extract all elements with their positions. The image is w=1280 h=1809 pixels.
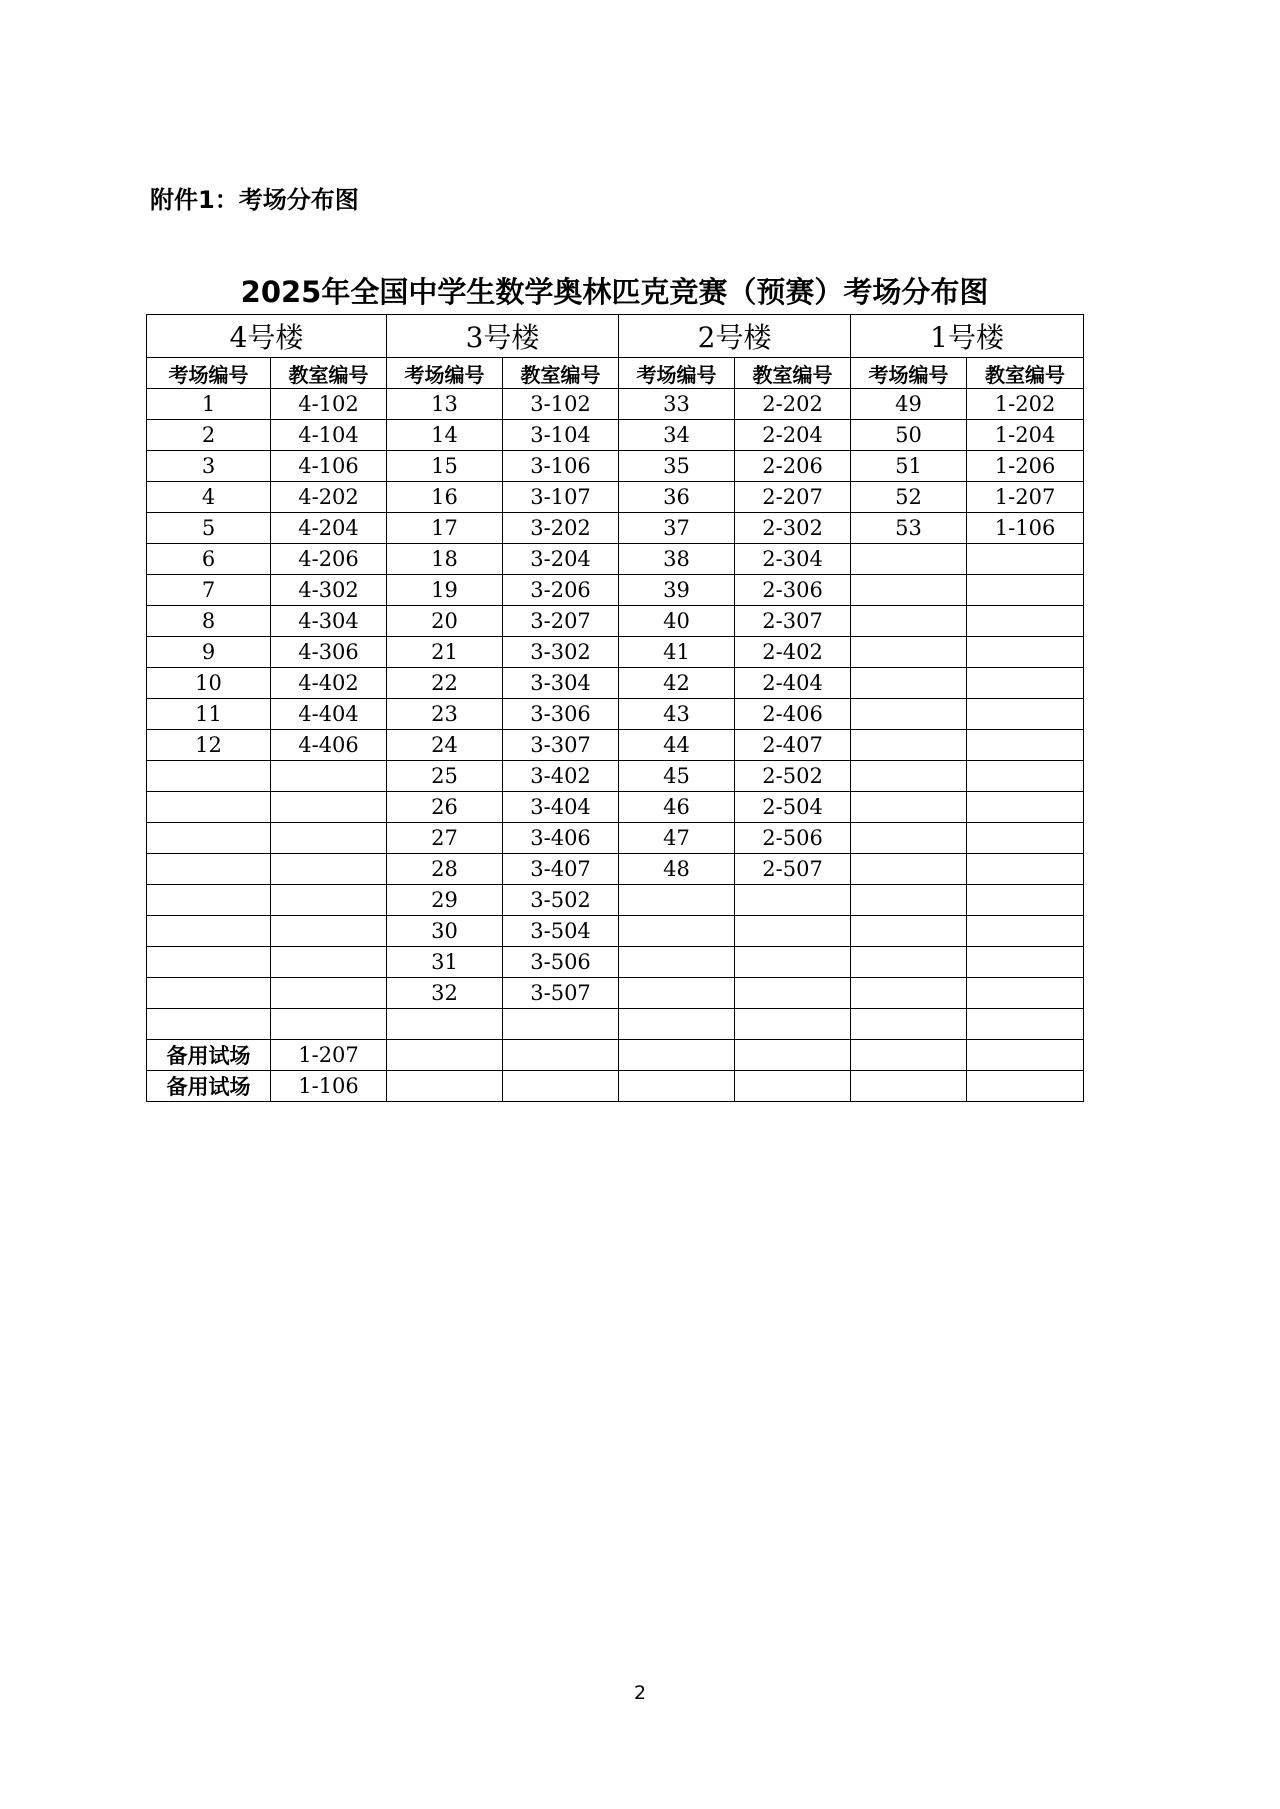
- classroom-number-cell: [967, 854, 1084, 885]
- room-number-cell: [619, 1040, 735, 1071]
- table-row: [147, 575, 1084, 606]
- room-number-cell: [619, 1009, 735, 1040]
- classroom-number-cell: [967, 792, 1084, 823]
- spare-room-label: 备用试场: [147, 1071, 271, 1102]
- room-number-cell: 27: [387, 823, 503, 854]
- room-number-cell: 37: [619, 513, 735, 544]
- classroom-number-cell: [967, 544, 1084, 575]
- room-number-cell: [851, 1009, 967, 1040]
- room-number-cell: 33: [619, 389, 735, 420]
- classroom-number-cell: 3-107: [503, 482, 619, 513]
- classroom-number-cell: 4-406: [271, 730, 387, 761]
- room-number-cell: [387, 1009, 503, 1040]
- room-number-cell: 6: [147, 544, 271, 575]
- classroom-number-cell: [271, 885, 387, 916]
- classroom-number-cell: 4-204: [271, 513, 387, 544]
- room-number-cell: [619, 885, 735, 916]
- room-number-cell: 51: [851, 451, 967, 482]
- table-row: [147, 637, 1084, 668]
- exam-room-table: [146, 314, 1084, 1102]
- room-number-cell: [147, 761, 271, 792]
- classroom-number-cell: 2-306: [735, 575, 851, 606]
- room-number-cell: [851, 606, 967, 637]
- classroom-number-cell: [735, 885, 851, 916]
- room-number-cell: 22: [387, 668, 503, 699]
- attachment-label: 附件1：考场分布图: [150, 186, 359, 214]
- room-number-cell: 26: [387, 792, 503, 823]
- room-number-cell: 15: [387, 451, 503, 482]
- classroom-number-cell: [503, 1071, 619, 1102]
- room-number-cell: [851, 916, 967, 947]
- room-number-cell: 41: [619, 637, 735, 668]
- room-number-cell: [851, 668, 967, 699]
- classroom-number-cell: 3-407: [503, 854, 619, 885]
- room-number-cell: 31: [387, 947, 503, 978]
- classroom-number-cell: 3-502: [503, 885, 619, 916]
- column-header-room-no: 考场编号: [147, 358, 271, 389]
- classroom-number-cell: [271, 1009, 387, 1040]
- building-4-header: 4号楼: [147, 315, 387, 358]
- room-number-cell: [147, 823, 271, 854]
- room-number-cell: 25: [387, 761, 503, 792]
- classroom-number-cell: 3-104: [503, 420, 619, 451]
- classroom-number-cell: 3-202: [503, 513, 619, 544]
- column-header-room-no: 考场编号: [387, 358, 503, 389]
- room-number-cell: [851, 1071, 967, 1102]
- room-number-cell: [851, 885, 967, 916]
- room-number-cell: 29: [387, 885, 503, 916]
- room-number-cell: 49: [851, 389, 967, 420]
- room-number-cell: [851, 730, 967, 761]
- room-number-cell: 19: [387, 575, 503, 606]
- classroom-number-cell: [503, 1040, 619, 1071]
- classroom-number-cell: [967, 1071, 1084, 1102]
- room-number-cell: 24: [387, 730, 503, 761]
- room-number-cell: 35: [619, 451, 735, 482]
- classroom-number-cell: 4-302: [271, 575, 387, 606]
- table-row: [147, 389, 1084, 420]
- classroom-number-cell: [271, 916, 387, 947]
- room-number-cell: [619, 1071, 735, 1102]
- classroom-number-cell: 4-402: [271, 668, 387, 699]
- room-number-cell: 10: [147, 668, 271, 699]
- room-number-cell: [147, 978, 271, 1009]
- table-row: [147, 947, 1084, 978]
- classroom-number-cell: 4-106: [271, 451, 387, 482]
- room-number-cell: 13: [387, 389, 503, 420]
- classroom-number-cell: 4-306: [271, 637, 387, 668]
- room-number-cell: 40: [619, 606, 735, 637]
- classroom-number-cell: 3-306: [503, 699, 619, 730]
- classroom-number-cell: 3-307: [503, 730, 619, 761]
- classroom-number-cell: 2-204: [735, 420, 851, 451]
- table-row: [147, 761, 1084, 792]
- classroom-number-cell: [967, 978, 1084, 1009]
- classroom-number-cell: 2-504: [735, 792, 851, 823]
- table-row: [147, 1009, 1084, 1040]
- room-number-cell: [851, 761, 967, 792]
- table-row: [147, 606, 1084, 637]
- room-number-cell: [851, 947, 967, 978]
- classroom-number-cell: [967, 637, 1084, 668]
- classroom-number-cell: 2-307: [735, 606, 851, 637]
- classroom-number-cell: 1-204: [967, 420, 1084, 451]
- classroom-number-cell: [967, 668, 1084, 699]
- classroom-number-cell: [967, 1009, 1084, 1040]
- building-2-header: 2号楼: [619, 315, 851, 358]
- room-number-cell: 52: [851, 482, 967, 513]
- classroom-number-cell: [967, 575, 1084, 606]
- room-number-cell: [147, 1009, 271, 1040]
- room-number-cell: [851, 792, 967, 823]
- classroom-number-cell: 4-206: [271, 544, 387, 575]
- classroom-number-cell: 2-506: [735, 823, 851, 854]
- building-1-header: 1号楼: [851, 315, 1084, 358]
- room-number-cell: 12: [147, 730, 271, 761]
- room-number-cell: 5: [147, 513, 271, 544]
- classroom-number-cell: [967, 606, 1084, 637]
- classroom-number-cell: 2-202: [735, 389, 851, 420]
- classroom-number-cell: 3-106: [503, 451, 619, 482]
- classroom-number-cell: [735, 978, 851, 1009]
- column-header-classroom-no: 教室编号: [503, 358, 619, 389]
- room-number-cell: 48: [619, 854, 735, 885]
- classroom-number-cell: 3-507: [503, 978, 619, 1009]
- room-number-cell: 42: [619, 668, 735, 699]
- column-header-classroom-no: 教室编号: [271, 358, 387, 389]
- classroom-number-cell: 2-206: [735, 451, 851, 482]
- classroom-number-cell: [967, 1040, 1084, 1071]
- room-number-cell: 9: [147, 637, 271, 668]
- room-number-cell: 18: [387, 544, 503, 575]
- classroom-number-cell: 4-304: [271, 606, 387, 637]
- classroom-number-cell: 3-204: [503, 544, 619, 575]
- room-number-cell: [387, 1071, 503, 1102]
- classroom-number-cell: 1-202: [967, 389, 1084, 420]
- classroom-number-cell: 2-304: [735, 544, 851, 575]
- classroom-number-cell: [735, 1009, 851, 1040]
- room-number-cell: [851, 823, 967, 854]
- classroom-number-cell: [967, 761, 1084, 792]
- table-row: [147, 730, 1084, 761]
- room-number-cell: [619, 916, 735, 947]
- room-number-cell: 38: [619, 544, 735, 575]
- room-number-cell: 3: [147, 451, 271, 482]
- table-row: [147, 1040, 1084, 1071]
- room-number-cell: 14: [387, 420, 503, 451]
- room-number-cell: 30: [387, 916, 503, 947]
- classroom-number-cell: 4-102: [271, 389, 387, 420]
- room-number-cell: [851, 854, 967, 885]
- classroom-number-cell: 3-302: [503, 637, 619, 668]
- classroom-number-cell: [271, 978, 387, 1009]
- column-header-room-no: 考场编号: [619, 358, 735, 389]
- classroom-number-cell: 2-507: [735, 854, 851, 885]
- room-number-cell: [147, 885, 271, 916]
- room-number-cell: 23: [387, 699, 503, 730]
- table-row: [147, 513, 1084, 544]
- table-row: [147, 792, 1084, 823]
- classroom-number-cell: 1-207: [271, 1040, 387, 1071]
- room-number-cell: 43: [619, 699, 735, 730]
- classroom-number-cell: 3-402: [503, 761, 619, 792]
- classroom-number-cell: 3-506: [503, 947, 619, 978]
- classroom-number-cell: [735, 916, 851, 947]
- room-number-cell: 53: [851, 513, 967, 544]
- room-number-cell: [851, 978, 967, 1009]
- classroom-number-cell: 3-406: [503, 823, 619, 854]
- classroom-number-cell: 4-104: [271, 420, 387, 451]
- room-number-cell: 50: [851, 420, 967, 451]
- table-row: [147, 978, 1084, 1009]
- classroom-number-cell: 2-407: [735, 730, 851, 761]
- room-number-cell: 8: [147, 606, 271, 637]
- classroom-number-cell: 3-207: [503, 606, 619, 637]
- classroom-number-cell: 3-304: [503, 668, 619, 699]
- room-number-cell: 21: [387, 637, 503, 668]
- room-number-cell: 45: [619, 761, 735, 792]
- classroom-number-cell: 1-106: [967, 513, 1084, 544]
- room-number-cell: [147, 947, 271, 978]
- table-row: [147, 451, 1084, 482]
- room-number-cell: 34: [619, 420, 735, 451]
- room-number-cell: 20: [387, 606, 503, 637]
- classroom-number-cell: [271, 792, 387, 823]
- classroom-number-cell: 2-402: [735, 637, 851, 668]
- classroom-number-cell: 1-206: [967, 451, 1084, 482]
- column-header-classroom-no: 教室编号: [967, 358, 1084, 389]
- table-body: [147, 389, 1084, 1102]
- classroom-number-cell: 4-202: [271, 482, 387, 513]
- spare-room-label: 备用试场: [147, 1040, 271, 1071]
- room-number-cell: [851, 544, 967, 575]
- room-number-cell: 11: [147, 699, 271, 730]
- room-number-cell: 2: [147, 420, 271, 451]
- room-number-cell: 47: [619, 823, 735, 854]
- table-row: [147, 916, 1084, 947]
- classroom-number-cell: 2-302: [735, 513, 851, 544]
- classroom-number-cell: 3-206: [503, 575, 619, 606]
- classroom-number-cell: 2-502: [735, 761, 851, 792]
- classroom-number-cell: 3-102: [503, 389, 619, 420]
- room-number-cell: [619, 978, 735, 1009]
- room-number-cell: 17: [387, 513, 503, 544]
- classroom-number-cell: 1-207: [967, 482, 1084, 513]
- classroom-number-cell: [271, 761, 387, 792]
- classroom-number-cell: 2-207: [735, 482, 851, 513]
- building-3-header: 3号楼: [387, 315, 619, 358]
- classroom-number-cell: [735, 1071, 851, 1102]
- room-number-cell: [387, 1040, 503, 1071]
- table-row: [147, 420, 1084, 451]
- room-number-cell: 7: [147, 575, 271, 606]
- table-row: [147, 854, 1084, 885]
- page-number: 2: [633, 1682, 647, 1704]
- classroom-number-cell: [967, 699, 1084, 730]
- classroom-number-cell: [735, 947, 851, 978]
- room-number-cell: 36: [619, 482, 735, 513]
- room-number-cell: 44: [619, 730, 735, 761]
- room-number-cell: [147, 854, 271, 885]
- table-row: [147, 885, 1084, 916]
- classroom-number-cell: [967, 730, 1084, 761]
- classroom-number-cell: [967, 885, 1084, 916]
- classroom-number-cell: [967, 947, 1084, 978]
- column-header-classroom-no: 教室编号: [735, 358, 851, 389]
- classroom-number-cell: [967, 823, 1084, 854]
- table-row: [147, 699, 1084, 730]
- room-number-cell: 1: [147, 389, 271, 420]
- room-number-cell: [851, 699, 967, 730]
- column-header-room-no: 考场编号: [851, 358, 967, 389]
- classroom-number-cell: [271, 947, 387, 978]
- room-number-cell: [147, 916, 271, 947]
- classroom-number-cell: 1-106: [271, 1071, 387, 1102]
- classroom-number-cell: [735, 1040, 851, 1071]
- room-number-cell: 28: [387, 854, 503, 885]
- building-header-row: [147, 315, 1084, 358]
- classroom-number-cell: [503, 1009, 619, 1040]
- classroom-number-cell: 2-406: [735, 699, 851, 730]
- room-number-cell: 4: [147, 482, 271, 513]
- classroom-number-cell: [271, 823, 387, 854]
- classroom-number-cell: 3-404: [503, 792, 619, 823]
- column-header-row: [147, 358, 1084, 389]
- classroom-number-cell: 4-404: [271, 699, 387, 730]
- classroom-number-cell: 3-504: [503, 916, 619, 947]
- table-row: [147, 823, 1084, 854]
- table-row: [147, 544, 1084, 575]
- room-number-cell: [851, 1040, 967, 1071]
- classroom-number-cell: [967, 916, 1084, 947]
- room-number-cell: [851, 575, 967, 606]
- classroom-number-cell: 2-404: [735, 668, 851, 699]
- room-number-cell: [851, 637, 967, 668]
- table-row: [147, 668, 1084, 699]
- room-number-cell: 46: [619, 792, 735, 823]
- room-number-cell: 32: [387, 978, 503, 1009]
- table-row: [147, 1071, 1084, 1102]
- room-number-cell: 16: [387, 482, 503, 513]
- room-number-cell: 39: [619, 575, 735, 606]
- room-number-cell: [619, 947, 735, 978]
- table-row: [147, 482, 1084, 513]
- room-number-cell: [147, 792, 271, 823]
- document-title: 2025年全国中学生数学奥林匹克竞赛（预赛）考场分布图: [240, 275, 989, 309]
- classroom-number-cell: [271, 854, 387, 885]
